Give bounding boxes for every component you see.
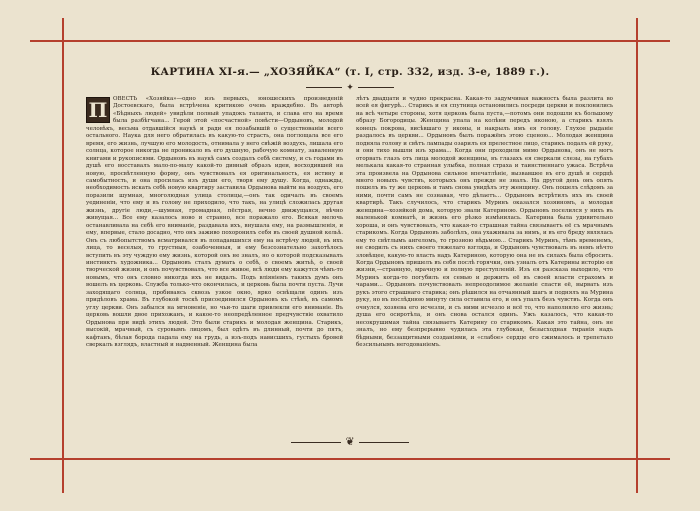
left-column-text: ОВЕСТЬ «Хозяйка»—одно изъ первыхъ, юношескихъ произведеній Достоевскаго, была встрѣчена критикою очень враждебно. Въ авторѣ «Бѣдныхъ людей» увидѣли полный упадокъ таланта, и слава его на время была разбѣгчана... Герой этой «посчастной» повѣсти—Ордыновъ, молодой человѣкъ, весьма отдавшійся наукѣ и ради ея позабывшій о существованіи всего остального. Наука для него обратилась въ какую-то страсть, она поглощала все его время, его жизнь, лучшую его молодость, отнимала у него свѣжій воздухъ, лишала его солнца, которое никогда не проникало въ его душную, рабочую комнату, заваленную книгами и рукописями. Ордыновъ въ наукѣ самъ создалъ себѣ систему, и съ годами въ душѣ его восставалъ мало-по-малу какой-то дивный образъ идеи, восходившей на новую, просвѣтленную форму, онъ чувствовалъ ея оригинальность, ея истину и самобытность, и она просилась изъ души его, творя ему душу. Когда, однажды, необходимость искать себѣ новую квартиру заставила Ордынова выйти на воздухъ, его поразили шумная, многолюдная улица столицы,—онъ так одичалъ въ своемъ уединеніи, что ему и въ голову не приходило, что такъ, на улицѣ сложилась другая жизнь, другіе люди,—шумная, громадная, пёстрая, вечно движущаяся, вѣчно живущая... Все ему казалось ново и странно, все поражало его. Всякая мелочь останавливала на себѣ его вниманіе, раздавала ихъ, внушала ему, на размышленія, и ему, впервые, стало досадно, что онъ заживо похоронилъ себя въ своей душной кельѣ. Онъ съ любопытствомъ всматривался въ попадавшихся ему на встрѣчу людей, въ ихъ лица, то веселыя, то грустныя, озабоченныя, и ему безсознательно захотѣлось вступить въ эту чуждую ему жизнь, которой онъ не зналъ, но о которой подсказывалъ инстинктъ художника... Ордыновъ сталъ думать о себѣ, о своемъ житьѣ, о своей творческой жизни, и онъ почувствовалъ, что все живое, всѣ люди ему кажутся чѣмъ-то новымъ, что онъ словно никогда ихъ не видалъ. Подъ вліяніемъ такихъ думъ онъ вошелъ въ церковь. Служба только-что окончилась, и церковь была почти пуста. Лучи заходящаго солнца, пробиваясь сквозь узкое окно, ярко освѣщали одинъ изъ придѣловъ храма. Въ глубокой тоскѣ присоединился Ордыновъ къ стѣнѣ, въ самомъ углу церкви. Онъ забылся на мгновеніе, но чьи-то шаги привлекли его вниманіе. Въ церковь вошли двое прихожанъ, и какое-то неопредѣленное предчувствіе охватило Ордынова при видѣ этихъ людей. Это были старикъ и молодая женщина. Старикъ, высокій, мрачный, съ суровымъ лицомъ, был одѣтъ въ длинный, почти до пятъ, кафтанъ, бѣлая борода падала ему на грудь, а изъ-подъ нависшихъ, густыхъ бровей сверкалъ взглядъ, властный и надменный. Женщина была	[86, 96, 343, 348]
drop-cap: П	[86, 97, 110, 123]
text-column-left	[86, 96, 343, 349]
frame-top-line	[30, 40, 670, 42]
bottom-ornament: ❦	[0, 435, 700, 448]
page-title: КАРТИНА XI-я.— „ХОЗЯЙКА“ (т. I, стр. 332, изд. 3-е, 1889 г.).	[150, 66, 550, 78]
frame-bottom-line	[30, 458, 670, 460]
right-column-text: лѣтъ двадцати и чудно прекрасна. Какая-то задумчивая важность была разлита во всей ея фигурѣ... Старикъ и ея спутница остановились посреди церкви и поклонились на всѣ четыре стороны, хотя церковь была пуста,—потомъ они подошли къ большому образу Богородицы. Женщина упала на колѣни передъ иконою, а старикъ взялъ конецъ покрова, висѣвшаго у иконы, и накрылъ имъ ея голову. Глухое рыданіе раздалось въ церкви... Ордыновъ былъ поражёнъ этою сценою... Молодая женщина подняла голову и свѣтъ лампады озарилъ ея прелестное лицо, старикъ подалъ ей руку, и они тихо вышли изъ храма... Когда они проходили мимо Ордынова, онъ не могъ оторвать глазъ отъ лица молодой женщины, въ глазахъ ея сверкали слезы, на губахъ мелькала какая-то странная улыбка, полная страха и таинственнаго ужаса. Встрѣча эта произвела на Ордынова сильное впечатлѣніе, вызвавшее въ его душѣ и сердцѣ много новыхъ чувствъ, которыхъ онъ прежде не зналъ. На другой день онъ опять пошелъ въ ту же церковь и тамъ снова увидѣлъ эту женщину. Онъ пошелъ слѣдомъ за ними, почти самъ не сознавая, что дѣлаетъ... Ордыновъ встрѣтилъ ихъ въ своей квартирѣ. Такъ случилось, что старикъ Муринъ оказался хозяиномъ, а молодая женщина—хозяйкой дома, которую звали Катериною. Ордыновъ поселился у нихъ въ маленькой комнатѣ, и жизнь его рѣзко измѣнилась. Катерина была удивительно хороша, и онъ чувствовалъ, что какая-то страшная тайна связываетъ её съ мрачнымъ старикомъ. Когда Ордыновъ заболѣлъ, она ухаживала за нимъ, и въ его бреду являлась ему то свѣтлымъ ангеломъ, то грозною вѣдьмою... Старикъ Муринъ, тѣмъ временемъ, не сводилъ съ нихъ своего тяжелаго взгляда, и Ордыновъ чувствовалъ въ немъ нѣчто зловѣщее, какую-то власть надъ Катериною, которую она не въ силахъ была сбросить. Когда Ордыновъ пришелъ въ себя послѣ горячки, онъ узналъ отъ Катерины исторію ея жизни,—странную, мрачную и полную преступленій. Изъ ея разсказа выходило, что Муринъ когда-то погубилъ ея семью и держитъ её въ своей власти страхомъ и чарами... Ордыновъ почувствовалъ непреодолимое желаніе спасти её, вырвать изъ рукъ этого страшнаго старика; онъ рѣшился на отчаянный шагъ и поднялъ на Мурина руку, но въ послѣднюю минуту сила оставила его, и онъ упалъ безъ чувствъ. Когда онъ очнулся, хозяева его исчезли, и съ ними исчезло и всё то, что наполняло его жизнь; душа его осиротѣла, и онъ снова остался одинъ. Ужъ казалось, что какая-то несокрушимая тайна связываетъ Катерину со старикомъ. Какая это тайна, онъ не зналъ, но ему безпрерывно чудилась эта глубокая, безысходная тиранія надъ бѣдными, беззащитными созданіями, и «слабое» сердце его сжималось и трепетало безсильнымъ негодованіемъ.	[356, 96, 613, 348]
top-ornament: ✦	[0, 83, 700, 93]
text-column-right	[356, 96, 613, 349]
